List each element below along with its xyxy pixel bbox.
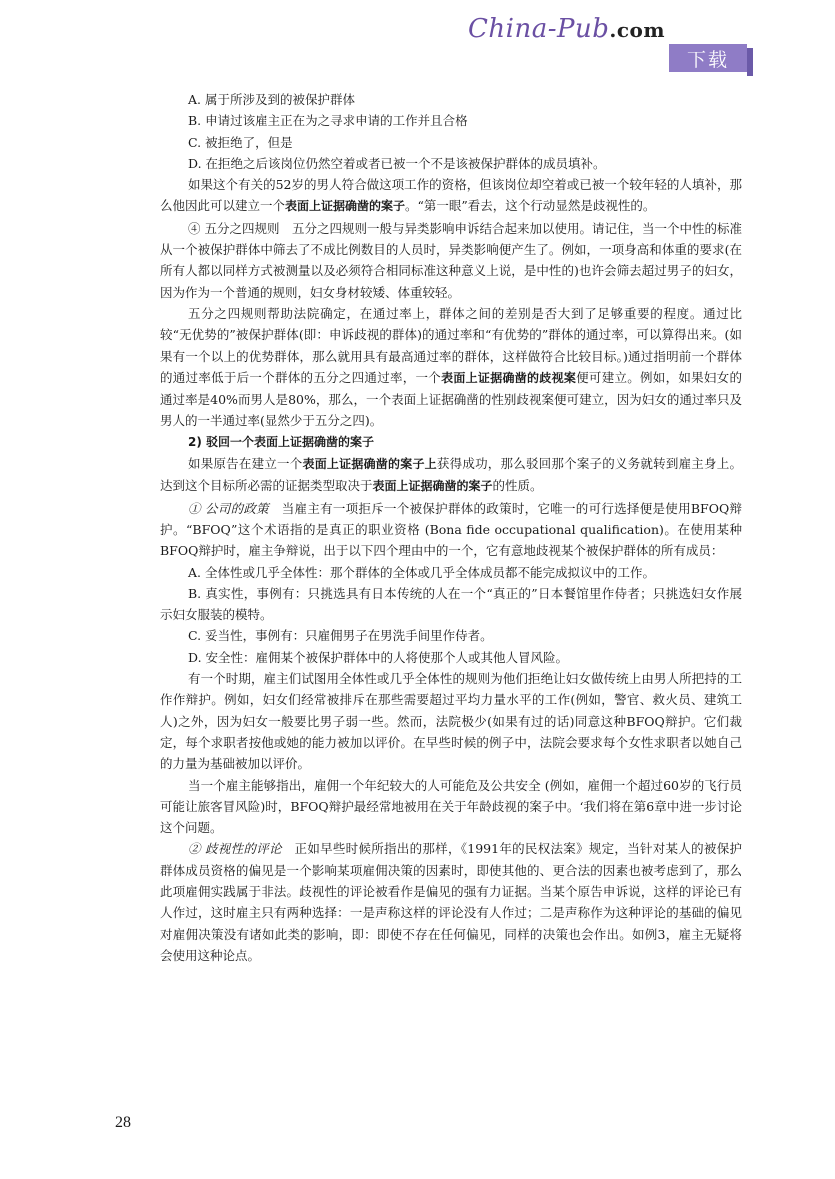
text: 正如早些时候所指出的那样，《1991年的民权法案》规定，当针对某人的被保护群体成员资格的偏见是一个影响某项雇佣决策的因素时，即使其他的、更合法的因素也被考虑到了，那么此项雇佣实践属于非法。歧视性的评论被看作是偏见的强有力证据。当某个原告申诉说，这样的评论已有人作过，这时雇主只有两种选择：一是声称这样的评论没有人作过；二是声称作为这种评论的基础的偏见对雇佣决策没有诸如此类的影响，即：即使不存在任何偏见，同样的决策也会作出。如例3，雇主无疑将会使用这种论点。 (160, 841, 742, 963)
logo-text: China-Pub (468, 14, 610, 44)
list-item: B. 申请过该雇主正在为之寻求申请的工作并且合格 (188, 113, 468, 129)
list-item: C. 被拒绝了，但是 (188, 134, 293, 150)
bold-term: 表面上证据确凿的案子上 (302, 457, 437, 472)
text: 的性质。 (492, 478, 543, 494)
bold-term: 表面上证据确凿的案子 (285, 199, 406, 214)
section-heading: 2) 驳回一个表面上证据确凿的案子 (188, 434, 375, 449)
paragraph (160, 453, 742, 498)
paragraph: 当一个雇主能够指出，雇佣一个年纪较大的人可能危及公共安全 (例如，雇佣一个超过60岁的飞行员可能让旅客冒风险)时，BFOQ辩护最经常地被用在关于年龄歧视的案子中。‘我们将在第6章中进一步讨论这个问题。 (160, 777, 742, 836)
list-item: D. 安全性：雇佣某个被保护群体中的人将使那个人或其他人冒风险。 (188, 649, 569, 665)
paragraph (160, 303, 742, 432)
text: 获得成功，那么驳回那个案子的义务就转到雇主身上。达到这个目标所必需的证据类型取决于 (160, 456, 742, 494)
paragraph: 有一个时期，雇主们试图用全体性或几乎全体性的规则为他们拒绝让妇女做传统上由男人所把持的工作作辩护。例如，妇女们经常被排斥在那些需要超过平均力量水平的工作(例如，警官、救火员、建筑工人)之外，因为妇女一般要比男子弱一些。然而，法院极少(如果有过的话)同意这种BFOQ辩护。它们裁定，每个求职者按他或她的能力被加以评价。在早些时候的例子中，法院会要求每个女性求职者以她自己的力量为基础被加以评价。 (160, 671, 742, 772)
download-button[interactable]: 下载 (669, 44, 747, 72)
text: 。“第一眼”看去，这个行动显然是歧视性的。 (405, 198, 656, 214)
list-item: A. 属于所涉及到的被保护群体 (188, 92, 355, 107)
china-pub-logo[interactable] (468, 14, 665, 44)
paragraph: ④ 五分之四规则 五分之四规则一般与异类影响申诉结合起来加以使用。请记住，当一个中性的标准从一个被保护群体中筛去了不成比例数目的人员时，异类影响便产生了。例如，一项身高和体重的要求(在所有人都以同样方式被测量以及必须符合相同标准这种意义上说，是中性的)也许会筛去超过男子的妇女，因为作为一个普通的规则，妇女身材较矮、体重较轻。 (160, 220, 742, 300)
text: 五分之四规则帮助法院确定，在通过率上，群体之间的差别是否大到了足够重要的程度。通过比较“无优势的”被保护群体(即：申诉歧视的群体)的通过率和“有优势的”群体的通过率，可以算得出来。(如果有一个以上的优势群体，那么就用具有最高通过率的群体，这样做符合比较目标。)通过指明前一个群体的通过率低于后一个群体的五分之四通过率，一个 (160, 305, 742, 385)
list-item: A. 全体性或几乎全体性：那个群体的全体或几乎全体成员都不能完成拟议中的工作。 (188, 564, 655, 580)
text: 便可建立。例如，如果妇女的通过率是40%而男人是80%，那么，一个表面上证据确凿的性别歧视案便可建立，因为妇女的通过率只及男人的一半通过率(显然少于五分之四)。 (160, 369, 742, 429)
text: 当雇主有一项拒斥一个被保护群体的政策时，它唯一的可行选择便是使用BFOQ辩护。“BFOQ”这个术语指的是真正的职业资格 (Bona fide occupational qualification)。在使用某种BFOQ辩护时，雇主争辩说，出于以下四个理由中的一个，它有意地歧视某个被保护群体的所有成员： (160, 500, 742, 559)
logo-domain: .com (609, 18, 666, 42)
page-body (160, 89, 742, 966)
subheading: ① 公司的政策 (188, 500, 269, 516)
subheading: ② 歧视性的评论 (188, 841, 282, 857)
list-item: D. 在拒绝之后该岗位仍然空着或者已被一个不是该被保护群体的成员填补。 (188, 155, 606, 171)
bold-term: 表面上证据确凿的案子 (372, 479, 493, 494)
page-number: 28 (115, 1114, 131, 1131)
paragraph (160, 498, 742, 562)
paragraph (160, 174, 742, 218)
text: 如果原告在建立一个 (188, 456, 303, 472)
paragraph (160, 838, 742, 966)
list-item: C. 妥当性，事例有：只雇佣男子在男洗手间里作侍者。 (188, 628, 493, 644)
list-item: B. 真实性，事例有：只挑选具有日本传统的人在一个“真正的”日本餐馆里作侍者；只挑选妇女作展示妇女服装的模特。 (160, 585, 742, 623)
text: 如果这个有关的52岁的男人符合做这项工作的资格，但该岗位却空着或已被一个较年轻的人填补，那么他因此可以建立一个 (160, 177, 742, 214)
bold-term: 表面上证据确凿的歧视案 (441, 370, 577, 385)
